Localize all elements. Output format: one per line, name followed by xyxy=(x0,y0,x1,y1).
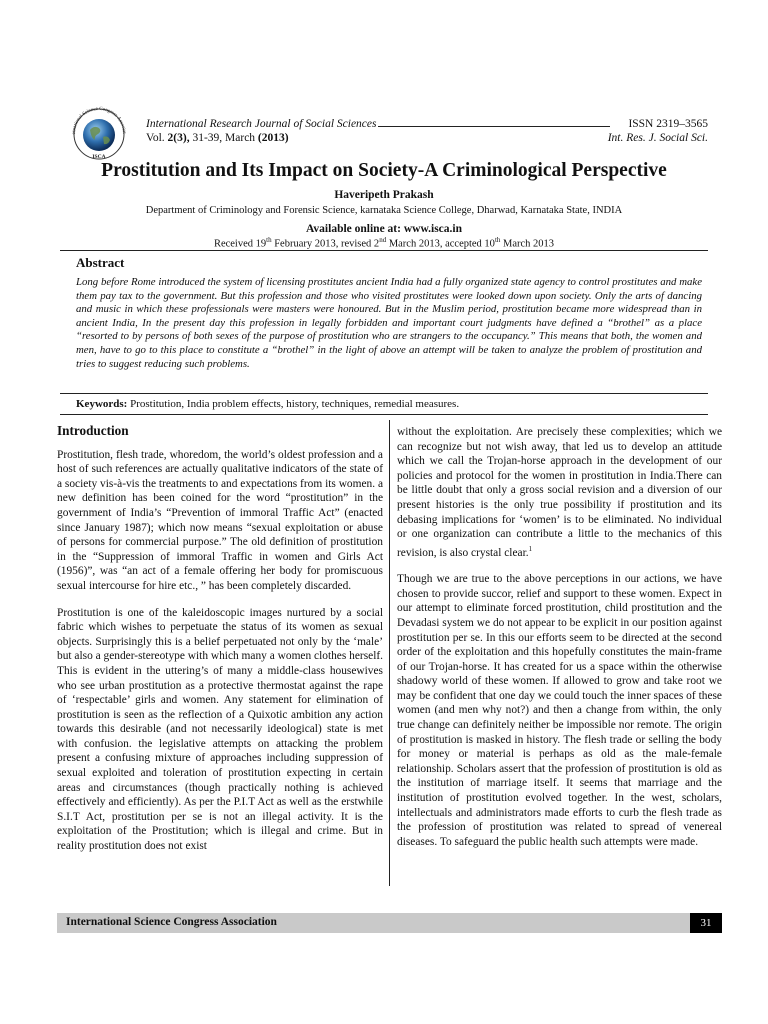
paragraph-text: without the exploitation. Are precisely these complexities; which we can recognize but not wish away, that led us to develop an attitude which we call the Trojan-horse approach in the development of our policies and protocol for the women in prostitution in India.There can be little doubt that only a gross social revision and a diversion of our present histories is the only true possibility if prostitution and its debasing implications for ‘women’ is to be eliminated. No individual or one organization can contribute a little to the mechanics of this revision, is also crystal clear. xyxy=(397,426,722,559)
paragraph xyxy=(397,425,722,560)
received-dates xyxy=(60,236,708,250)
isca-logo xyxy=(66,104,132,160)
revised-sup: nd xyxy=(379,236,387,244)
paragraph: Prostitution is one of the kaleidoscopic images nurtured by a social fabric which wishes to perpetuate the status of its women as sexual objects. Surprisingly this is a belief perpetuated not only by the ‘male’ but also a gender-stereotype with which many a women clothes herself. This is evident in the uttering’s of many a middle-class housewives who see urban prostitution as a protective thermostat against the rape of ‘respectable’ girls and women. Any statement for elimination of prostitution is seen as the reflection of a Quixotic ambition any action towards this desirable (and not necessarily ideological) state is met with confusion. the legislative attempts on attacking the problem present a confusing mixture of approaches including suppression of sexual exploited and toleration of prostitution expecting in certain areas and circumstances (though practically nothing is achieved effectively and efficiently). As per the P.I.T Act as well as the erstwhile S.I.T Act, prostitution per se is not an illegal activity. It is the exploitation of the Prostitution; which is illegal and crime. But in reality prostitution does not exist xyxy=(57,606,383,853)
abstract-text: Long before Rome introduced the system of licensing prostitutes ancient India had a fully organized state agency to control prostitutes and make them pay tax to the government. But this profession and those who visited prostitutes were looked down upon society. Only the arts of dancing and music in which these professionals were masters were honoured. But in the Muslim period, prostitution became more widespread than in ancient India, In the present day this profession in legally forbidden and important court judgments have defined a “brothel” as a place “resorted to by persons of both sexes of the purpose of prostitution who are strangers to the occupancy.” This means that both, the women and men, have to go to this place to constitute a “brothel” in the light of above an attempt will be taken to analyze the problem of prostitution and tries to suggest reducing such problems. xyxy=(76,276,702,370)
accepted-date-end: March 2013 xyxy=(500,238,555,250)
header-rule xyxy=(378,125,610,127)
issn: ISSN 2319–3565 xyxy=(628,118,708,130)
volume-year: (2013) xyxy=(257,132,289,144)
received-sup: th xyxy=(266,236,272,244)
paragraph: Prostitution, flesh trade, whoredom, the world’s oldest profession and a host of such references are actually qualitative indicators of the state of a society vis-à-vis the treatments to and expectations from its women. a new definition has been coined for the word “prostitution” in the government of India’s “Prevention of immoral Traffic Act” (enacted since January 1987); which now means “sexual exploitation or abuse of persons for commercial purpose.” The old definition of prostitution in the “Suppression of immoral Traffic in women and Girls Act (1956)”, was “an act of a female offering her body for promiscuous sexual intercourse for hire etc., ” has been completely discarded. xyxy=(57,448,383,592)
section-divider xyxy=(60,414,708,415)
journal-name: International Research Journal of Social Sciences xyxy=(146,118,377,130)
keywords xyxy=(76,398,702,410)
journal-line xyxy=(146,118,708,130)
footer-association: International Science Congress Association xyxy=(66,916,277,928)
revised-part: February 2013, revised 2 xyxy=(271,238,380,250)
keywords-label: Keywords: xyxy=(76,398,128,410)
introduction-heading: Introduction xyxy=(57,423,129,438)
paragraph: Though we are true to the above perceptions in our actions, we have chosen to provide succor, relief and support to these women. Expect in our attempt to eliminate forced prostitution, child prostitution and the Devadasi system we do not appear to be explicit in our position against prostitution per se. In this our efforts seem to be directed at the second order of the exploitation and this hopefully constitutes the main-frame of our Trojan-horse. It has created for us a space within the otherwise shadowy world of these women. If allowed to grow and take root we may be confident that one day we could touch the inner spaces of these women (and men why not?) and then a change from within, the only true change can definitely neither be impossible nor remote. The origin of prostitution is masked in history. The flesh trade or selling the body for money or material is perhaps as old as the male-female relationship. Scholars assert that the profession of prostitution is old as the institution of marriage itself. It seems that marriage and the institution of prostitution evolved together. In the west, scholars, intellectuals and administrators made efforts to curb the flesh trade as the profession of prostitution was related to spread of venereal diseases. To safeguard the public health such attempts were made. xyxy=(397,573,722,848)
right-column xyxy=(397,425,722,861)
logo-acronym: ISCA xyxy=(92,154,106,160)
logo-arc-text: ernational Science Congress Associat xyxy=(71,106,127,135)
volume-info xyxy=(146,132,289,144)
accepted-part: March 2013, accepted 10 xyxy=(386,238,495,250)
author-affiliation: Department of Criminology and Forensic Science, karnataka Science College, Dharwad, Karnataka State, INDIA xyxy=(145,205,623,216)
keywords-text: Prostitution, India problem effects, history, techniques, remedial measures. xyxy=(127,398,460,410)
abstract-heading: Abstract xyxy=(76,255,125,270)
author-name: Haveripeth Prakash xyxy=(334,189,434,201)
left-column xyxy=(57,424,383,866)
footer-bar xyxy=(57,913,722,933)
journal-abbreviation: Int. Res. J. Social Sci. xyxy=(607,132,708,144)
volume-prefix: Vol. xyxy=(146,132,168,144)
volume-number: 2(3), xyxy=(167,132,190,144)
received-part: Received 19 xyxy=(213,238,267,250)
citation-marker: 1 xyxy=(528,544,533,553)
column-divider xyxy=(389,420,390,886)
accepted-sup: th xyxy=(494,236,501,244)
page-number: 31 xyxy=(690,913,722,933)
pages-date: 31-39, March xyxy=(189,132,258,144)
paper-title: Prostitution and Its Impact on Society-A Criminological Perspective xyxy=(101,160,667,181)
available-online: Available online at: www.isca.in xyxy=(305,223,462,235)
